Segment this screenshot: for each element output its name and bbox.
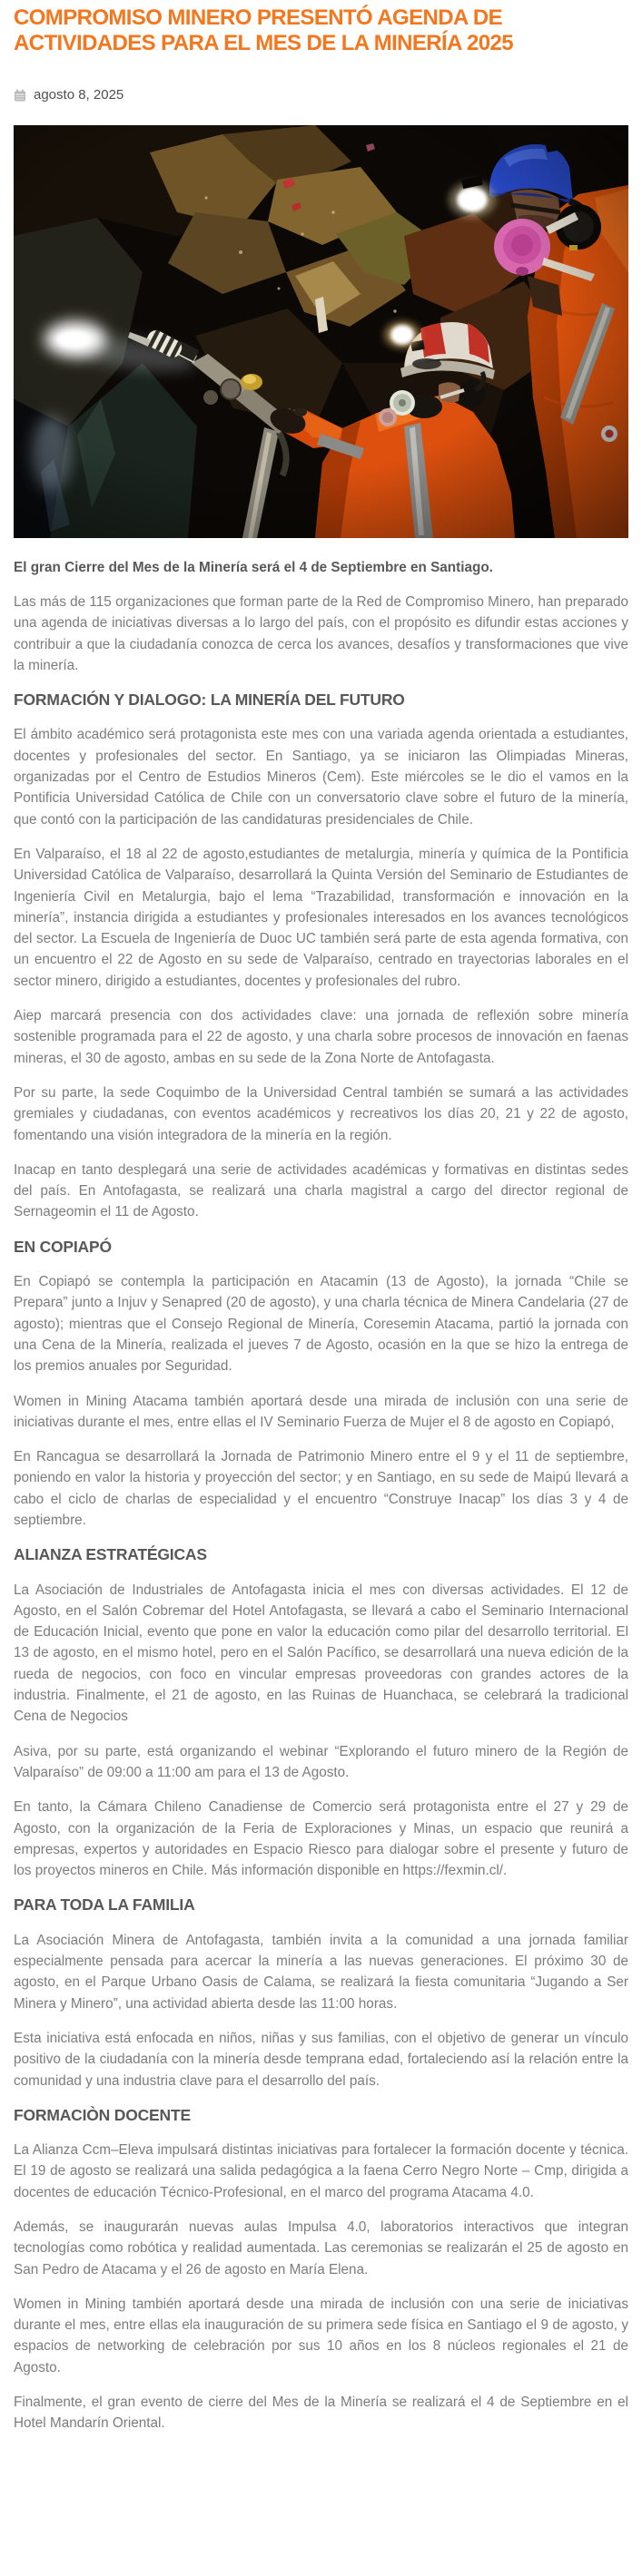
article-paragraph: En Valparaíso, el 18 al 22 de agosto,estudiantes de metalurgia, minería y química de la Pontificia Universidad Católica de Valparaíso, desarrollará la Quinta Versión del Seminario de Estudiantes de Ingeniería Civil en Metalurgia, bajo el lema “Trazabilidad, transformación e innovación en la minería”, instancia dirigida a estudiantes y profesionales interesados en los avances tecnológicos del sector. La Escuela de Ingeniería de Duoc UC también será parte de esta agenda formativa, con un encuentro el 22 de Agosto en su sede de Valparaíso, centrado en trayectorias laborales en el sector minero, dirigido a estudiantes, docentes y profesionales del rubro. (14, 846, 628, 989)
section-heading: FORMACIÓN Y DIALOGO: LA MINERÍA DEL FUTURO (14, 691, 405, 710)
article-paragraph: Aiep marcará presencia con dos actividades clave: una jornada de reflexión sobre minería sostenible programada para el 22 de agosto, y una charla sobre procesos de innovación en faenas mineras, el 30 de agosto, ambas en su sede de la Zona Norte de Antofagasta. (14, 1008, 628, 1066)
section-heading: PARA TODA LA FAMILIA (14, 1895, 195, 1915)
article-paragraph: En Copiapó se contempla la participación en Atacamin (13 de Agosto), la jornada “Chile se Prepara” junto a Injuv y Senapred (20 de agosto), y una charla técnica de Minera Candelaria (27 de agosto); mientras que el Consejo Regional de Minería, Coresemin Atacama, partió la jornada con una Cena de la Minería, realizada el jueves 7 de Agosto, ocasión en la que se hizo la entrega de los premios anuales por Seguridad. (14, 1274, 628, 1375)
photo-caption: El gran Cierre del Mes de la Minería será el 4 de Septiembre en Santiago. (14, 560, 493, 575)
article-paragraph: Asiva, por su parte, está organizando el webinar “Explorando el futuro minero de la Región de Valparaíso” de 09:00 a 11:00 am para el 13 de Agosto. (14, 1743, 628, 1780)
article-date: agosto 8, 2025 (34, 87, 124, 103)
article-paragraph: En tanto, la Cámara Chileno Canadiense de Comercio será protagonista entre el 27 y 29 de Agosto, con la organización de la Feria de Exploraciones y Minas, un espacio que reunirá a empresas, expertos y autoridades en Espacio Riesco para dialogar sobre el presente y futuro de los proyectos mineros en Chile. Más información disponible en https://fexmin.cl/. (14, 1799, 628, 1879)
article-paragraph: La Asociación de Industriales de Antofagasta inicia el mes con diversas actividades. El 12 de Agosto, en el Salón Cobremar del Hotel Antofagasta, se llevará a cabo el Seminario Internacional de Educación Inicial, evento que pone en valor la educación como pilar del desarrollo territorial. El 13 de agosto, en el mismo hotel, pero en el Salón Pacífico, se desarrollará una nueva edición de la rueda de negocios, con foco en vincular empresas proveedoras con grandes actores de la industria. Finalmente, el 21 de agosto, en las Ruinas de Huanchaca, se celebrará la tradicional Cena de Negocios (14, 1582, 628, 1725)
article-paragraph: Las más de 115 organizaciones que forman parte de la Red de Compromiso Minero, han preparado una agenda de iniciativas diversas a lo largo del país, con el propósito es difundir estas acciones y contribuir a que la ciudadanía conozca de cerca los avances, desafíos y transformaciones que vive la minería. (14, 594, 628, 673)
article-paragraph: Además, se inaugurarán nuevas aulas Impulsa 4.0, laboratorios interactivos que integran tecnologías como robótica y realidad aumentada. Las ceremonias se realizarán el 25 de agosto en San Pedro de Atacama y el 26 de agosto en María Elena. (14, 2219, 628, 2277)
section-heading: ALIANZA ESTRATÉGICAS (14, 1545, 207, 1564)
miners-underground-photo (14, 125, 628, 538)
article-date-row (14, 87, 628, 103)
article-paragraph: Por su parte, la sede Coquimbo de la Universidad Central también se sumará a las actividades gremiales y ciudadanas, con eventos académicos y recreativos los días 20, 21 y 22 de agosto, fomentando una visión integradora de la minería en la región. (14, 1084, 628, 1143)
article-page (0, 5, 642, 2471)
article-paragraph: Inacap en tanto desplegará una serie de actividades académicas y formativas en distintas sedes del país. En Antofagasta, se realizará una charla magistral a cargo del director regional de Sernageomin el 11 de Agosto. (14, 1161, 628, 1220)
article-paragraph: En Rancagua se desarrollará la Jornada de Patrimonio Minero entre el 9 y el 11 de septiembre, poniendo en valor la historia y proyección del sector; y en Santiago, en su sede de Maipú llevará a cabo el ciclo de charlas de especialidad y el encuentro “Construye Inacap” los días 3 y 4 de septiembre. (14, 1449, 628, 1528)
article-title: COMPROMISO MINERO PRESENTÓ AGENDA DE ACTIVIDADES PARA EL MES DE LA MINERÍA 2025 (14, 5, 514, 55)
article-paragraph: El ámbito académico será protagonista este mes con una variada agenda orientada a estudiantes, docentes y profesionales del sector. En Santiago, ya se iniciaron las Olimpiadas Mineras, organizadas por el Centro de Estudios Mineros (Cem). Este miércoles se le dio el vamos en la Pontificia Universidad Católica de Chile con un conversatorio clave sobre el futuro de la minería, que contó con la participación de las candidaturas presidenciales de Chile. (14, 727, 628, 828)
article-photo (14, 125, 628, 538)
article-paragraph: Women in Mining Atacama también aportará desde una mirada de inclusión con una serie de iniciativas durante el mes, entre ellas el IV Seminario Fuerza de Mujer el 8 de agosto en Copiapó, (14, 1393, 628, 1430)
section-heading: EN COPIAPÓ (14, 1237, 112, 1256)
article-paragraph: Women in Mining también aportará desde una mirada de inclusión con una serie de iniciativas durante el mes, entre ellas ela inauguración de su primera sede física en Santiago el 9 de agosto, y espacios de networking de celebración por sus 10 años en los 8 núcleos regionales el 21 de Agosto. (14, 2296, 628, 2375)
article-paragraph: La Asociación Minera de Antofagasta, también invita a la comunidad a una jornada familiar especialmente pensada para acercar la minería a las nuevas generaciones. El próximo 30 de agosto, en el Parque Urbano Oasis de Calama, se realizará la fiesta comunitaria “Jugando a Ser Minera y Minero”, una actividad abierta desde las 11:00 horas. (14, 1932, 628, 2012)
article-body (14, 558, 628, 2434)
article-paragraph: Finalmente, el gran evento de cierre del Mes de la Minería se realizará el 4 de Septiembre en el Hotel Mandarín Oriental. (14, 2395, 628, 2432)
section-heading: FORMACIÒN DOCENTE (14, 2105, 191, 2124)
calendar-icon (14, 89, 26, 102)
article-paragraph: Esta iniciativa está enfocada en niños, niñas y sus familias, con el objetivo de generar un vínculo positivo de la ciudadanía con la minería desde temprana edad, fortaleciendo así la relación entre la comunidad y una industria clave para el desarrollo del país. (14, 2030, 628, 2089)
article-paragraph: La Alianza Ccm–Eleva impulsará distintas iniciativas para fortalecer la formación docente y técnica. El 19 de agosto se realizará una salida pedagógica a la faena Cerro Negro Norte – Cmp, dirigida a docentes de educación Técnico-Profesional, en el marco del programa Atacama 4.0. (14, 2142, 628, 2200)
